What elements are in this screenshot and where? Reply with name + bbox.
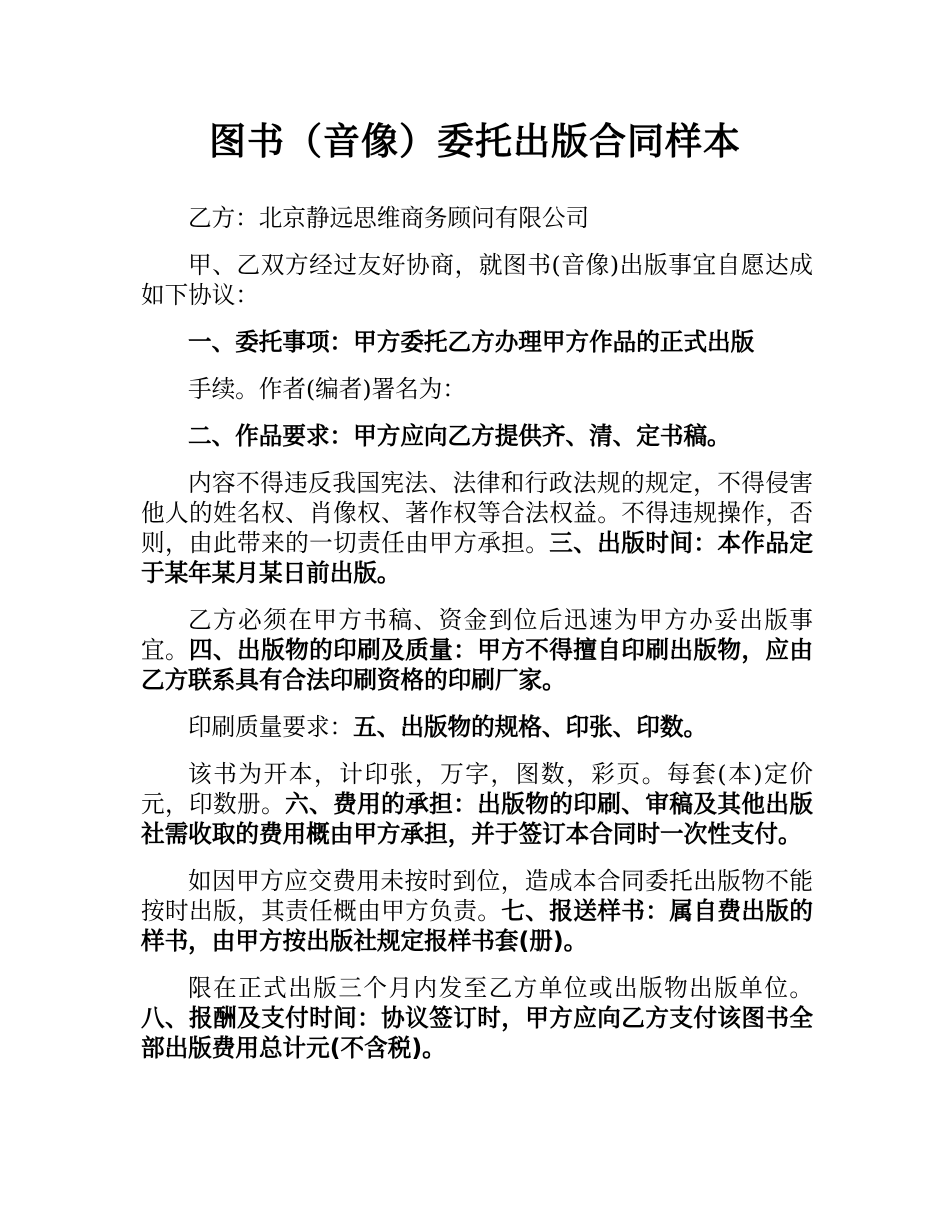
clause-heading-text: 三、出版时间：本作品定于某年某月某日前出版。 (141, 529, 814, 587)
paragraph-text: 内容不得违反我国宪法、法律和行政法规的规定，不得侵害他人的姓名权、肖像权、著作权等合法权益。不得违规操作，否则，由此带来的一切责任由甲方承担。 (141, 469, 813, 557)
clause-heading-text: 七、报送样书：属自费出版的样书，由甲方按出版社规定报样书套(册)。 (141, 897, 814, 955)
paragraph-text: 印刷质量要求： (188, 713, 354, 741)
clause-1-body (141, 374, 813, 404)
clause-heading-text: 六、费用的承担：出版物的印刷、审稿及其他出版社需收取的费用概由甲方承担，并于签订本合同时一次性支付。 (141, 790, 814, 848)
clause-heading-text: 五、出版物的规格、印张、印数。 (353, 713, 708, 741)
clause-heading-text: 一、委托事项：甲方委托乙方办理甲方作品的正式出版 (188, 328, 755, 356)
clause-7-body-and-clause-8 (141, 973, 813, 1063)
clause-6-body-and-clause-7 (141, 866, 813, 956)
clause-4-body-and-clause-5 (141, 712, 813, 742)
preamble-paragraph (141, 250, 813, 310)
document-title: 图书（音像）委托出版合同样本 (209, 120, 741, 163)
clause-2-body-and-clause-3 (141, 468, 813, 588)
paragraph-text: 限在正式出版三个月内发至乙方单位或出版物出版单位。 (188, 974, 813, 1002)
clause-1-heading (141, 327, 813, 357)
paragraph-text: 如因甲方应交费用未按时到位，造成本合同委托出版物不能按时出版，其责任概由甲方负责。 (141, 867, 813, 925)
clause-2-heading (141, 421, 813, 451)
paragraph-text: 乙方必须在甲方书稿、资金到位后迅速为甲方办妥出版事宜。 (141, 606, 813, 664)
clause-5-body-and-clause-6 (141, 759, 813, 849)
clause-heading-text: 四、出版物的印刷及质量：甲方不得擅自印刷出版物，应由乙方联系具有合法印刷资格的印刷厂家。 (141, 636, 813, 694)
clause-heading-text: 八、报酬及支付时间：协议签订时，甲方应向乙方支付该图书全部出版费用总计元(不含税)。 (141, 1004, 813, 1062)
document-body (141, 203, 813, 1080)
party-b-line (141, 203, 813, 233)
paragraph-text: 该书为开本，计印张，万字，图数，彩页。每套(本)定价元，印数册。 (141, 760, 813, 818)
paragraph-text: 手续。作者(编者)署名为： (188, 375, 466, 403)
clause-heading-text: 二、作品要求：甲方应向乙方提供齐、清、定书稿。 (188, 422, 731, 450)
clause-3-body-and-clause-4 (141, 605, 813, 695)
paragraph-text: 甲、乙双方经过友好协商，就图书(音像)出版事宜自愿达成如下协议： (141, 251, 813, 309)
paragraph-text: 乙方：北京静远思维商务顾问有限公司 (188, 204, 590, 232)
